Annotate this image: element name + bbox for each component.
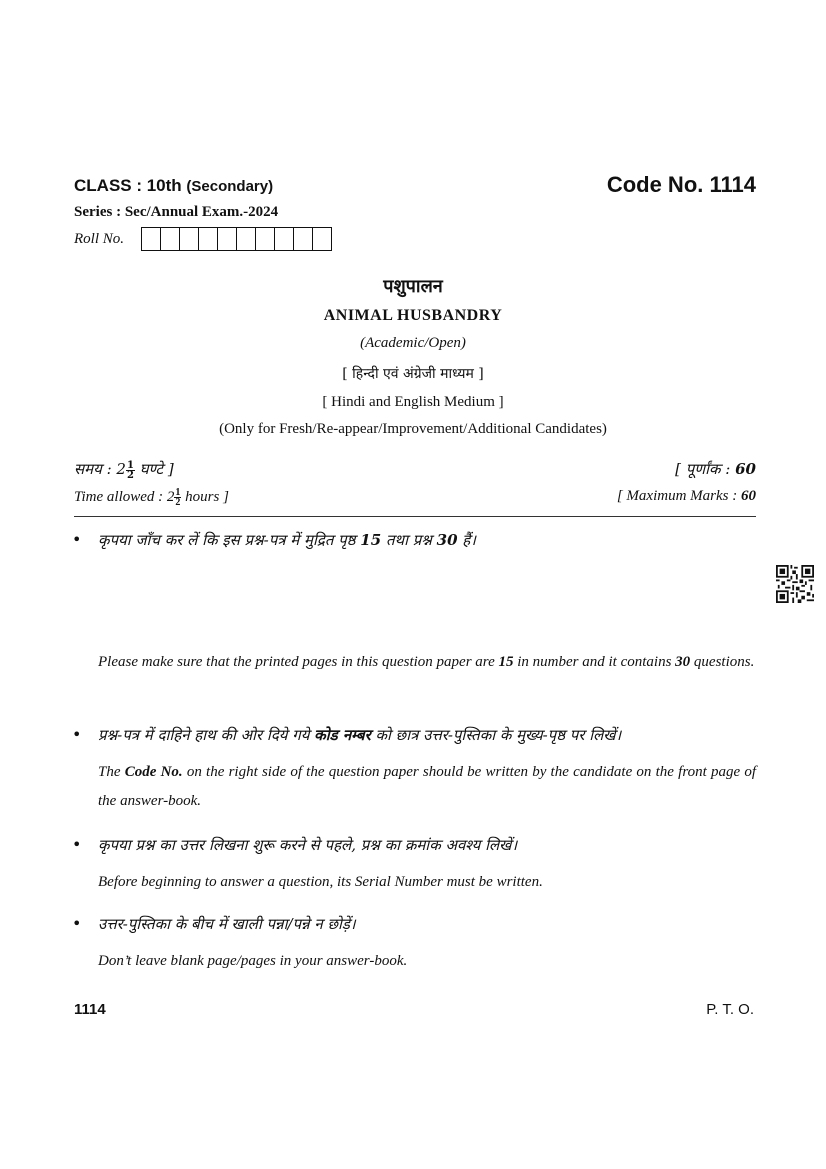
roll-box[interactable] — [142, 228, 161, 250]
time-hindi — [74, 459, 174, 480]
series-line: Series : Sec/Annual Exam.-2024 — [74, 204, 279, 220]
marks-english-label: [ Maximum Marks : — [616, 488, 741, 504]
mode-label: (Academic/Open) — [360, 335, 466, 351]
roll-box[interactable] — [313, 228, 331, 250]
medium-english: [ Hindi and English Medium ] — [322, 394, 504, 410]
roll-box[interactable] — [199, 228, 218, 250]
time-hindi-prefix: समय : 2 — [74, 460, 126, 478]
candidates-note: (Only for Fresh/Re-appear/Improvement/Additional Candidates) — [219, 421, 607, 437]
instruction-3-hindi: कृपया प्रश्न का उत्तर लिखना शुरू करने से पहले, प्रश्न का क्रमांक अवश्य लिखें। — [98, 836, 518, 854]
class-label — [74, 176, 273, 196]
bullet: • — [72, 530, 82, 549]
roll-box[interactable] — [161, 228, 180, 250]
time-hindi-suffix: घण्टे ] — [134, 460, 174, 478]
roll-no-boxes[interactable] — [141, 227, 332, 251]
time-english-suffix: hours ] — [181, 488, 229, 505]
class-sub: (Secondary) — [186, 178, 274, 195]
qr-code-icon — [776, 565, 814, 603]
roll-box[interactable] — [180, 228, 199, 250]
roll-no-label: Roll No. — [74, 231, 125, 247]
marks-hindi-label: [ पूर्णांक : — [675, 460, 736, 478]
instruction-4-english: Don’t leave blank page/pages in your answer-book. — [98, 953, 408, 969]
fraction: $\frac{1}{2}$ — [175, 487, 181, 508]
fraction: $\frac{1}{2}$ — [126, 459, 134, 481]
subject-title-hindi: पशुपालन — [383, 276, 443, 297]
instruction-1-hindi: कृपया जाँच कर लें कि इस प्रश्न-पत्र में मुद्रित पृष्ठ 15 तथा प्रश्न 30 हैं। — [98, 531, 476, 549]
marks-value: 60 — [741, 488, 756, 504]
instruction-2-english: The Code No. on the right side of the question paper should be written by the candidate on the front page of the answer-book. — [98, 764, 757, 809]
bullet: • — [72, 835, 82, 854]
divider — [74, 516, 756, 517]
code-number: Code No. 1114 — [606, 172, 756, 197]
marks-hindi — [675, 459, 756, 479]
footer-pto: P. T. O. — [706, 1001, 754, 1018]
roll-box[interactable] — [275, 228, 294, 250]
class-text: CLASS : 10th — [74, 176, 182, 195]
bullet: • — [72, 725, 82, 744]
roll-box[interactable] — [237, 228, 256, 250]
time-english — [74, 488, 229, 507]
subject-title-english: ANIMAL HUSBANDRY — [323, 307, 503, 324]
medium-hindi: [ हिन्दी एवं अंग्रेजी माध्यम ] — [342, 366, 484, 382]
roll-box[interactable] — [256, 228, 275, 250]
instruction-2-hindi: प्रश्न-पत्र में दाहिने हाथ की ओर दिये गये कोड नम्बर को छात्र उत्तर-पुस्तिका के मुख्य-पृष्ठ पर लिखें। — [98, 726, 622, 744]
bullet: • — [72, 914, 82, 933]
roll-box[interactable] — [218, 228, 237, 250]
roll-box[interactable] — [294, 228, 313, 250]
marks-value: 60 — [735, 460, 756, 478]
marks-english — [617, 488, 756, 505]
instruction-4-hindi: उत्तर-पुस्तिका के बीच में खाली पन्ना/पन्ने न छोड़ें। — [98, 915, 356, 933]
instruction-3-english: Before beginning to answer a question, its Serial Number must be written. — [98, 874, 543, 890]
instruction-1-english: Please make sure that the printed pages in this question paper are 15 in number and it contains 30 questions. — [98, 654, 755, 670]
time-english-prefix: Time allowed : 2 — [74, 488, 175, 505]
footer-code: 1114 — [74, 1001, 106, 1018]
